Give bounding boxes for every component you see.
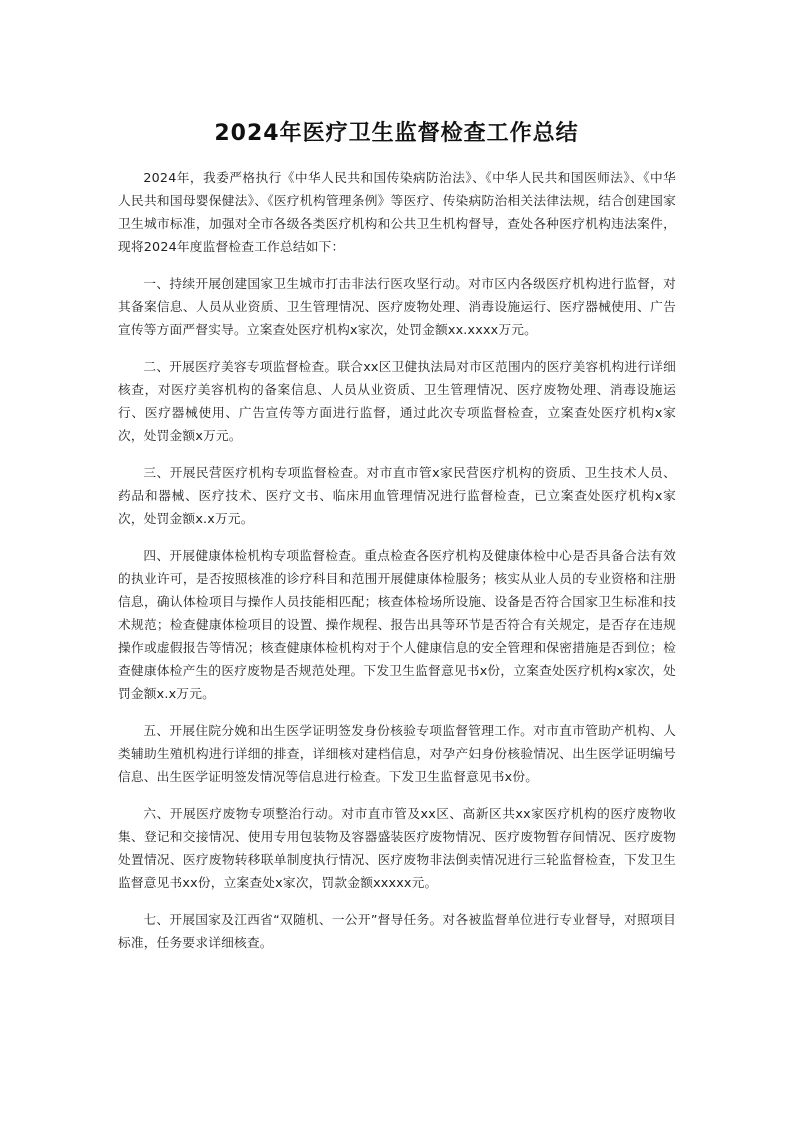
paragraph-intro: 2024年，我委严格执行《中华人民共和国传染病防治法》、《中华人民共和国医师法》、《中华人民共和国母婴保健法》、《医疗机构管理条例》等医疗、传染病防治相关法律法规，结合创建国家卫生城市标准，加强对全市各级各类医疗机构和公共卫生机构督导，查处各种医疗机构违法案件，现将2024年度监督检查工作总结如下： xyxy=(118,170,676,254)
paragraph-item-4: 四、开展健康体检机构专项监督检查。重点检查各医疗机构及健康体检中心是否具备合法有效的执业许可，是否按照核准的诊疗科目和范围开展健康体检服务；核实从业人员的专业资格和注册信息，确认体检项目与操作人员技能相匹配；核查体检场所设施、设备是否符合国家卫生标准和技术规范；检查健康体检项目的设置、操作规程、报告出具等环节是否符合有关规定，是否存在违规操作或虚假报告等情况；核查健康体检机构对于个人健康信息的安全管理和保密措施是否到位；检查健康体检产生的医疗废物是否规范处理。下发卫生监督意见书x份，立案查处医疗机构x家次，处罚金额x.x万元。 xyxy=(118,548,676,701)
document-title: 2024年医疗卫生监督检查工作总结 xyxy=(214,121,579,146)
paragraph-item-2: 二、开展医疗美容专项监督检查。联合xx区卫健执法局对市区范围内的医疗美容机构进行详细核查，对医疗美容机构的备案信息、人员从业资质、卫生管理情况、医疗废物处理、消毒设施运行、医疗器械使用、广告宣传等方面进行监督，通过此次专项监督检查，立案查处医疗机构x家次，处罚金额x万元。 xyxy=(118,359,676,443)
paragraph-item-5: 五、开展住院分娩和出生医学证明签发身份核验专项监督管理工作。对市直市管助产机构、人类辅助生殖机构进行详细的排查，详细核对建档信息，对孕产妇身份核验情况、出生医学证明编号信息、出生医学证明签发情况等信息进行检查。下发卫生监督意见书x份。 xyxy=(118,723,676,784)
document-body xyxy=(118,166,676,968)
paragraph-item-6: 六、开展医疗废物专项整治行动。对市直市管及xx区、高新区共xx家医疗机构的医疗废物收集、登记和交接情况、使用专用包装物及容器盛装医疗废物情况、医疗废物暂存间情况、医疗废物处置情况、医疗废物转移联单制度执行情况、医疗废物非法倒卖情况进行三轮监督检查，下发卫生监督意见书xx份，立案查处x家次，罚款金额xxxxx元。 xyxy=(118,806,676,890)
paragraph-item-3: 三、开展民营医疗机构专项监督检查。对市直市管x家民营医疗机构的资质、卫生技术人员、药品和器械、医疗技术、医疗文书、临床用血管理情况进行监督检查，已立案查处医疗机构x家次，处罚金额x.x万元。 xyxy=(118,465,676,526)
paragraph-item-1: 一、持续开展创建国家卫生城市打击非法行医攻坚行动。对市区内各级医疗机构进行监督，对其备案信息、人员从业资质、卫生管理情况、医疗废物处理、消毒设施运行、医疗器械使用、广告宣传等方面严督实导。立案查处医疗机构x家次，处罚金额xx.xxxx万元。 xyxy=(118,276,676,337)
paragraph-item-7: 七、开展国家及江西省“双随机、一公开”督导任务。对各被监督单位进行专业督导，对照项目标准，任务要求详细核查。 xyxy=(118,912,676,950)
